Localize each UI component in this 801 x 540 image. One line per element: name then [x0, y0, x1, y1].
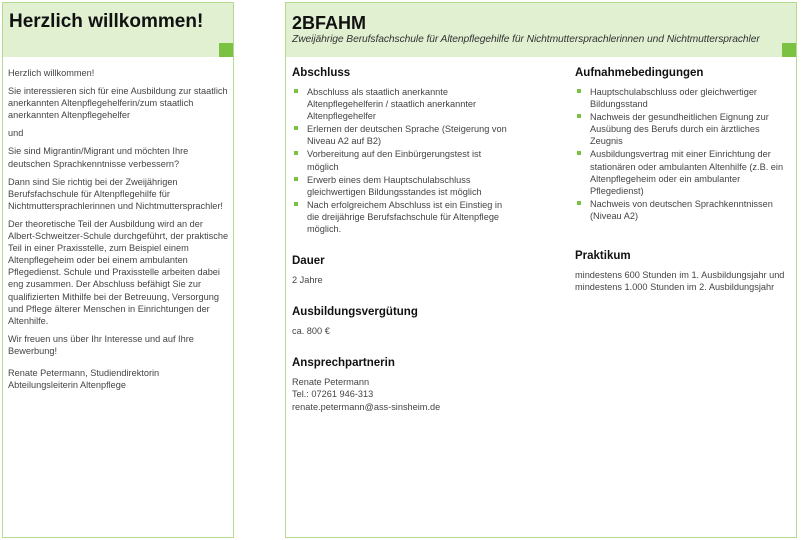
bullet-icon	[577, 114, 581, 118]
section-heading: Ansprechpartnerin	[292, 357, 395, 370]
section-aufnahmebedingungen	[575, 67, 793, 222]
aufnahme-list	[575, 86, 793, 222]
welcome-paragraph: Sie sind Migrantin/Migrant und möchten Ihre deutschen Sprachkenntnisse verbessern?	[8, 146, 189, 169]
list-item	[292, 123, 510, 147]
section-heading: Praktikum	[575, 250, 631, 263]
bullet-icon	[294, 177, 298, 181]
verguetung-value: ca. 800 €	[292, 326, 330, 337]
list-item	[292, 86, 510, 122]
section-dauer	[292, 255, 510, 286]
list-item	[292, 199, 510, 235]
list-item	[575, 148, 793, 196]
bullet-icon	[294, 89, 298, 93]
list-item-text: Nachweis von deutschen Sprachkenntnissen (Niveau A2)	[590, 198, 773, 221]
contact-phone: Tel.: 07261 946-313	[292, 389, 374, 400]
welcome-paragraph: Dann sind Sie richtig bei der Zweijährigen Berufsfachschule für Altenpflegehilfe für Nichtmuttersprachlerinnen und Nichtmuttersprachler!	[8, 176, 223, 211]
list-item-text: Ausbildungsvertrag mit einer Einrichtung der stationären oder ambulanten Altenhilfe (z.B. ein Altenpflegeheim oder ein ambulanter Pflegedienst)	[590, 149, 784, 196]
header-accent-square	[782, 43, 796, 57]
list-item-text: Nach erfolgreichem Abschluss ist ein Einstieg in die dreijährige Berufsfachschule für Altenpflege möglich.	[307, 199, 503, 235]
welcome-title: Herzlich willkommen!	[9, 11, 204, 32]
list-item	[575, 198, 793, 222]
list-item-text: Erlernen der deutschen Sprache (Steigerung von Niveau A2 auf B2)	[307, 124, 507, 147]
program-header	[286, 3, 796, 57]
section-heading: Ausbildungsvergütung	[292, 306, 418, 319]
abschluss-list	[292, 86, 510, 235]
welcome-paragraph: und	[8, 128, 24, 139]
section-verguetung	[292, 306, 510, 337]
list-item-text: Hauptschulabschluss oder gleichwertiger Bildungsstand	[590, 87, 757, 110]
dauer-value: 2 Jahre	[292, 275, 323, 286]
welcome-paragraph: Wir freuen uns über Ihr Interesse und auf Ihre Bewerbung!	[8, 333, 194, 356]
list-item-text: Nachweis der gesundheitlichen Eignung zur Ausübung des Berufs durch ein ärztliches Zeugnis	[590, 112, 769, 147]
list-item-text: Vorbereitung auf den Einbürgerungstest ist möglich	[307, 149, 482, 172]
praktikum-text: mindestens 600 Stunden im 1. Ausbildungsjahr und mindestens 1.000 Stunden im 2. Ausbildungsjahr	[575, 270, 785, 293]
program-panel	[285, 2, 797, 538]
bullet-icon	[294, 151, 298, 155]
list-item	[292, 174, 510, 198]
section-heading: Abschluss	[292, 67, 351, 79]
right-column	[575, 67, 793, 313]
welcome-paragraph: Herzlich willkommen!	[8, 68, 95, 78]
welcome-panel	[2, 2, 234, 538]
welcome-body	[3, 57, 233, 391]
section-heading: Aufnahmebedingungen	[575, 67, 704, 79]
section-praktikum	[575, 250, 793, 293]
bullet-icon	[294, 126, 298, 130]
bullet-icon	[577, 201, 581, 205]
list-item-text: Abschluss als staatlich anerkannte Altenpflegehelferin / staatlich anerkannter Altenpflegehelfer	[307, 87, 477, 122]
left-column	[292, 67, 510, 433]
section-ansprechpartnerin	[292, 357, 510, 412]
list-item	[292, 148, 510, 172]
signature-name: Renate Petermann, Studiendirektorin	[8, 367, 160, 378]
bullet-icon	[577, 151, 581, 155]
welcome-paragraph: Der theoretische Teil der Ausbildung wird an der Albert-Schweitzer-Schule durchgeführt, der praktische Teil in einer Praxisstelle, zum Beispiel einem Altenpflegeheim oder bei einem ambulanten Pflegedienst. Schule und Praxisstelle arbeiten dabei eng zusammen. Der Abschluss befähigt Sie zur qualifizierten Mithilfe bei der Betreuung, Versorgung und Pflege älterer Menschen in Einrichtungen der Altenhilfe.	[8, 218, 229, 326]
section-abschluss	[292, 67, 510, 235]
contact-name: Renate Petermann	[292, 377, 370, 388]
contact-email: renate.petermann@ass-sinsheim.de	[292, 401, 441, 412]
list-item	[575, 111, 793, 147]
program-subtitle: Zweijährige Berufsfachschule für Altenpflegehilfe für Nichtmuttersprachlerinnen und Nichtmuttersprachler	[292, 34, 760, 45]
list-item	[575, 86, 793, 110]
bullet-icon	[294, 202, 298, 206]
welcome-paragraph: Sie interessieren sich für eine Ausbildung zur staatlich anerkannten Altenpflegehelferin/zum staatlich anerkannten Altenpflegehelfer	[8, 86, 228, 121]
bullet-icon	[577, 89, 581, 93]
header-accent-square	[219, 43, 233, 57]
signature-role: Abteilungsleiterin Altenpflege	[8, 380, 126, 391]
section-heading: Dauer	[292, 255, 325, 268]
list-item-text: Erwerb eines dem Hauptschulabschluss gleichwertigen Bildungsstandes ist möglich	[307, 174, 482, 197]
program-code: 2BFAHM	[292, 13, 367, 33]
welcome-header	[3, 3, 233, 57]
